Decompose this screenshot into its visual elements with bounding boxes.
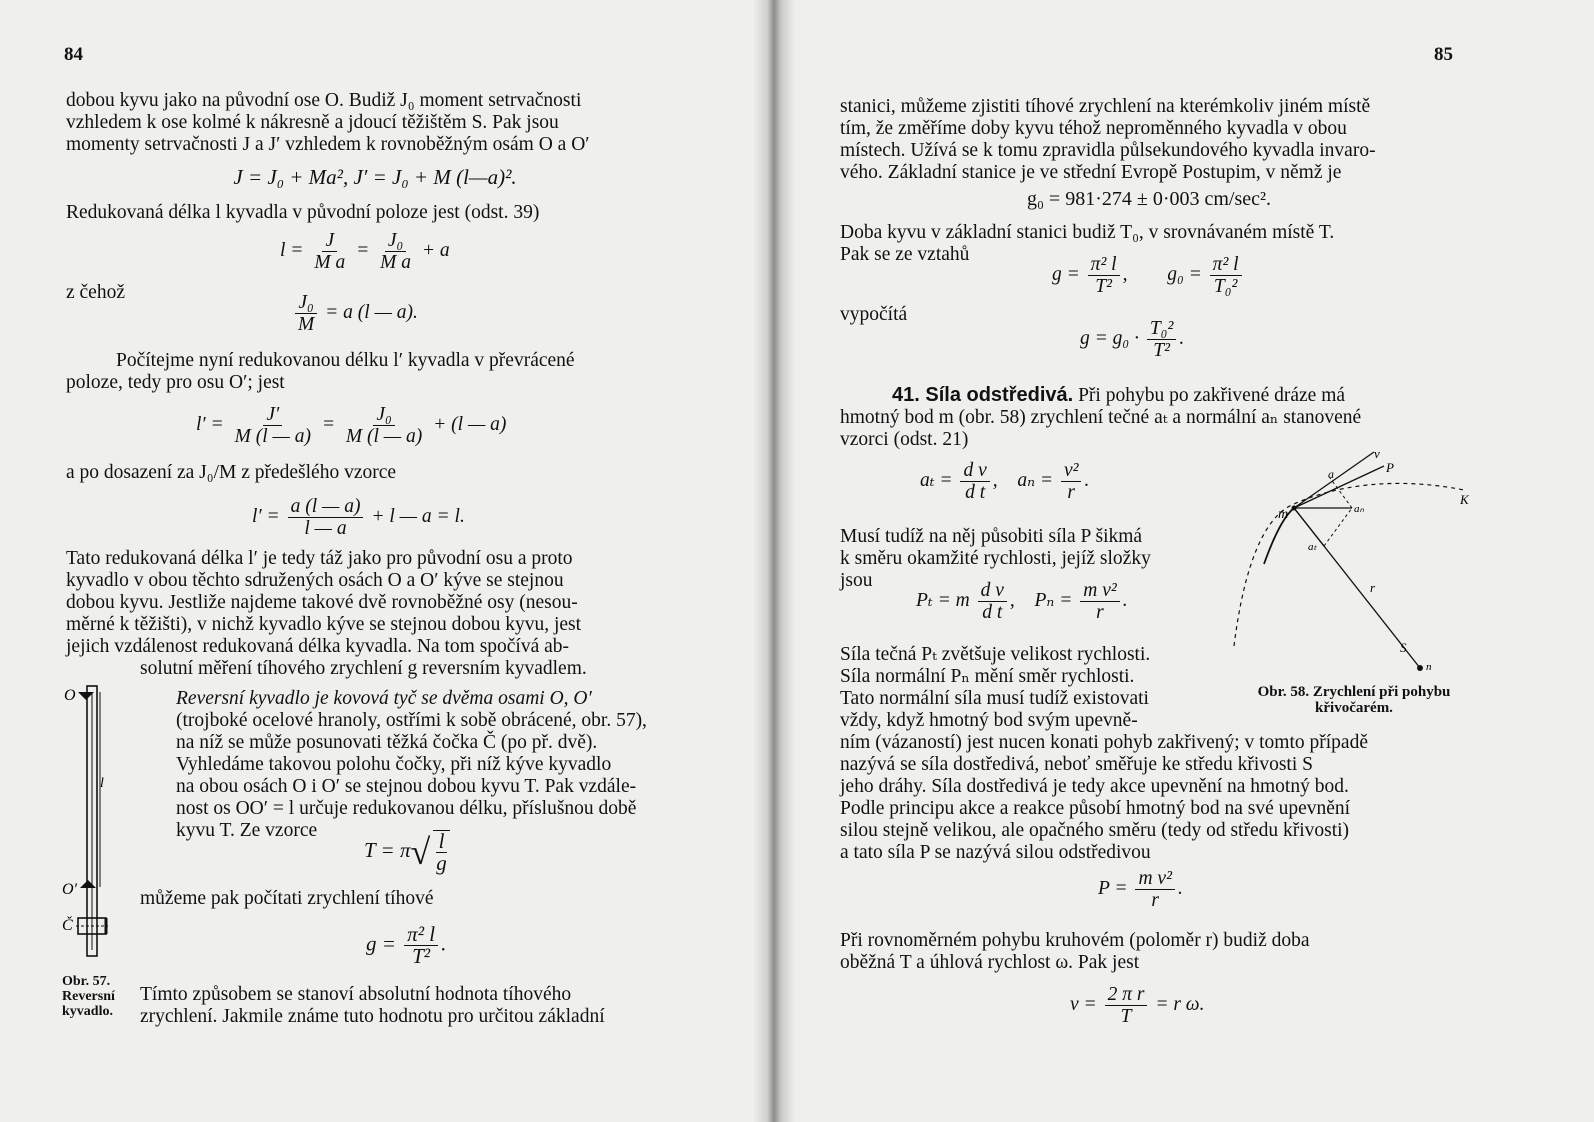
denominator: l — a [304,518,347,539]
eq-part: . [1179,327,1185,349]
equation [252,496,465,539]
eq-part: l′ = [196,413,224,435]
text-line: momenty setrvačnosti J a J′ vzhledem k rovnoběžným osám O a O′ [66,134,590,155]
eq-part: Pₜ = m [916,589,970,611]
fraction [343,404,425,447]
text-line: vzorci (odst. 21) [840,429,969,450]
paragraph [840,96,1458,184]
equation [364,830,453,874]
text-line: kyvu T. Ze vzorce [176,820,318,841]
caption-line: kyvadlo. [62,1004,113,1019]
paragraph [840,384,1458,451]
right-page [784,0,1594,1122]
equation [1098,868,1183,911]
text-line: ním (vázaností) jest nucen konati pohyb zakřivený; v tomto případě [840,732,1368,753]
equation [1052,254,1245,297]
eq-part: , [1009,589,1015,611]
text-line: jsou [840,570,873,591]
equation [1080,318,1184,361]
denominator: T [1120,1006,1132,1027]
label-s: S [1400,640,1407,655]
paragraph [66,548,684,680]
denominator: M a [314,252,346,273]
eq-part: aₙ = [1017,469,1054,491]
text-line: na níž se může posunovati těžká čočka Č (po př. dvě). [176,732,598,753]
text-span: Reversní kyvadlo je kovová tyč se dvěma osami O, O′ [176,688,592,709]
text-line: kyvadlo v obou těchto sdružených osách O a O′ kýve se stejnou [66,570,564,591]
fraction [1061,460,1082,503]
numerator: 2 π r [1105,984,1148,1006]
eq-part: + l — a = l. [371,505,465,527]
paragraph [140,984,684,1028]
text-line: na obou osách O i O′ se stejnou dobou kyvu T. Pak vzdále- [176,776,637,797]
numerator: J [322,230,337,252]
text-line [840,384,1458,407]
eq-part: = a (l — a). [325,301,418,323]
text-line: vždy, když hmotný bod svým upevně- [840,710,1138,731]
text-line: stanici, můžeme zjistiti tíhové zrychlení na kterémkoliv jiném místě [840,96,1371,117]
text-line: Vyhledáme takovou polohu čočky, při níž kýve kyvadlo [176,754,612,775]
equation [920,460,1089,503]
label-v: v [1374,446,1380,461]
denominator: M [298,314,315,335]
text-line: jejich vzdálenost redukovaná délka kyvadla. Na tom spočívá ab- [66,636,570,657]
text-line: poloze, tedy pro osu O′; jest [66,372,285,393]
text-line: k směru okamžité rychlosti, jejíž složky [840,548,1151,569]
eq-part: g₀ = [1167,263,1202,285]
eq-part: + a [421,239,450,261]
denominator: T² [1153,340,1170,361]
eq-part: T = π [364,837,411,862]
paragraph [66,350,684,394]
text-line: Tato normální síla musí tudíž existovati [840,688,1149,709]
text-line: dobou kyvu jako na původní ose O. Budiž J₀ moment setrvačnosti [66,90,582,111]
text-line: nazývá se síla dostředivá, neboť směřuje ke středu křivosti S [840,754,1313,775]
text-line: Při rovnoměrném pohybu kruhovém (poloměr r) budiž doba [840,930,1310,951]
eq-part: + (l — a) [433,413,507,435]
text-line: nost os OO′ = l určuje redukovanou délku, příslušnou době [176,798,637,819]
numerator: T₀² [1147,318,1176,340]
label-p: P [1386,460,1394,475]
equation: J = J₀ + Ma², J′ = J₀ + M (l—a)². [233,165,517,189]
text-line: vzhledem k ose kolmé k nákresně a jdoucí těžištěm S. Pak jsou [66,112,559,133]
denominator: r [1067,482,1075,503]
text-line: Tímto způsobem se stanoví absolutní hodnota tíhového [140,984,572,1005]
numerator: m v² [1080,580,1119,602]
text-line: oběžná T a úhlová rychlost ω. Pak jest [840,952,1140,973]
fraction [960,460,989,503]
numerator: a (l — a) [288,496,364,518]
eq-part: l = [280,239,304,261]
denominator: M a [380,252,411,273]
fraction [232,404,314,447]
numerator: l [436,831,448,853]
label-a: aₙ [1354,503,1364,515]
numerator: J′ [263,404,282,426]
numerator: J₀ [373,404,394,426]
text-line: Musí tudíž na něj působiti síla P šikmá [840,526,1143,547]
text-line: Počítejme nyní redukovanou délku l′ kyvadla v převrácené [116,350,575,371]
eq-part: v = [1070,993,1097,1015]
left-page [0,0,772,1122]
fraction [404,924,438,967]
fraction [1147,318,1176,361]
denominator: g [436,851,447,875]
text-line: hmotný bod m (obr. 58) zrychlení tečné aₜ a normální aₙ stanovené [840,407,1362,428]
fraction [1105,984,1148,1027]
label-n: n [1426,661,1432,673]
fraction [1080,580,1119,623]
eq-part: , [992,469,998,491]
denominator: M (l — a) [345,426,423,447]
page-number: 84 [64,44,83,65]
text-span: Při pohybu po zakřivené dráze má [1073,385,1346,406]
numerator: π² l [404,924,438,946]
fraction [311,230,348,273]
text-line: vypočítá [840,304,908,325]
fraction [377,230,414,273]
eq-part: Pₙ = [1034,589,1073,611]
denominator: r [1151,890,1159,911]
figure-caption [1234,684,1474,716]
text-line: Tato redukovaná délka l′ je tedy táž jako pro původní osu a proto [66,548,573,569]
text-line: Pak se ze vztahů [840,244,970,265]
text-line: Podle principu akce a reakce působí hmotný bod na své upevnění [840,798,1351,819]
fraction [1135,868,1174,911]
eq-part: g = [1052,263,1080,285]
denominator: T² [1095,276,1112,297]
text-line: Doba kyvu v základní stanici budiž T₀, v srovnávaném místě T. [840,222,1335,243]
paragraph [840,930,1458,974]
page-number: 85 [1434,44,1453,65]
equation [280,230,450,273]
paragraph [840,644,1204,732]
caption-line: křivočarém. [1315,700,1393,716]
numerator: v² [1061,460,1082,482]
text-line: Síla normální Pₙ mění směr rychlosti. [840,666,1135,687]
denominator: r [1096,602,1104,623]
fraction [978,580,1007,623]
label-k: K [1460,492,1469,507]
numerator: d v [960,460,989,482]
eq-part: . [1084,469,1090,491]
equation [196,404,506,447]
sqrt-sign: √ [410,832,431,872]
fraction [1088,254,1120,297]
eq-part: = [321,413,336,435]
eq-part: P = [1098,877,1128,899]
axis-label-o-prime: O′ [62,881,78,898]
section-title: 41. Síla odstředivá. [892,384,1074,406]
equation [916,580,1128,623]
numerator: π² l [1210,254,1242,276]
fraction [288,496,364,539]
eq-part: g = g₀ · [1080,327,1139,349]
numerator: d v [978,580,1007,602]
numerator: m v² [1135,868,1174,890]
text-line: místech. Užívá se k tomu zpravidla půlsekundového kyvadla invaro- [840,140,1376,161]
eq-part: = [356,239,370,261]
text-line: solutní měření tíhového zrychlení g reversním kyvadlem. [140,658,587,679]
text-line [176,688,684,710]
lens-label: Č [62,917,73,934]
fraction [433,830,450,874]
numerator: J₀ [295,292,316,314]
fraction [1210,254,1242,297]
text-line: dobou kyvu. Jestliže najdeme takové dvě rovnoběžné osy (nesou- [66,592,578,613]
label-an: aₜ [1308,541,1317,553]
eq-part: g = [366,931,396,956]
equation [292,292,418,335]
equation [366,924,446,967]
axis-label-o: O [64,687,76,704]
caption-line: Obr. 58. Zrychlení při pohybu [1257,684,1451,700]
label-m: m [1278,507,1289,522]
text-line: Redukovaná délka l kyvadla v původní poloze jest (odst. 39) [66,202,540,223]
eq-part: , [1122,263,1128,285]
caption-line: Reversní [62,989,115,1004]
label-at: a [1328,467,1334,481]
paragraph [66,90,684,156]
curvilinear-motion-figure [1224,446,1494,678]
text-line: tím, že změříme doby kyvu téhož neproměnného kyvadla v obou [840,118,1347,139]
label-r: r [1370,580,1376,595]
numerator: π² l [1088,254,1120,276]
eq-part: . [1122,589,1128,611]
text-line: měrné k těžišti), v nichž kyvadlo kýve se stejnou dobou kyvu, jest [66,614,582,635]
denominator: d t [965,482,986,503]
denominator: M (l — a) [234,426,311,447]
paragraph [840,732,1458,864]
eq-part: = r ω. [1155,993,1205,1015]
text-line: Síla tečná Pₜ zvětšuje velikost rychlosti. [840,644,1151,665]
equation [1070,984,1204,1027]
text-line: silou stejně velikou, ale opačného směru (tedy od středu křivosti) [840,820,1350,841]
fraction [295,292,317,335]
text-line: z čehož [66,282,125,303]
denominator: d t [982,602,1003,623]
reversible-pendulum-figure [62,682,132,972]
caption-line: Obr. 57. [62,974,111,989]
text-line: (trojboké ocelové hranoly, ostřími k sobě obrácené, obr. 57), [176,710,647,731]
denominator: T₀² [1213,276,1238,297]
text-line: můžeme pak počítati zrychlení tíhové [140,888,434,909]
text-line: jeho dráhy. Síla dostředivá je tedy akce upevnění na hmotný bod. [840,776,1349,797]
paragraph [176,688,684,842]
text-line: vého. Základní stanice je ve střední Evropě Postupim, v němž je [840,162,1342,183]
eq-part: l′ = [252,505,280,527]
numerator: J₀ [385,230,406,252]
text-line: a tato síla P se nazývá silou odstředivou [840,842,1151,863]
text-line: zrychlení. Jakmile známe tuto hodnotu pro určitou základní [140,1006,605,1027]
denominator: T² [412,944,431,968]
equation: g₀ = 981·274 ± 0·003 cm/sec². [1026,188,1272,210]
text-line: a po dosazení za J₀/M z předešlého vzorce [66,462,397,483]
eq-part: . [441,931,447,956]
eq-part: aₜ = [920,469,953,491]
eq-part: . [1177,877,1183,899]
length-label: l [100,776,104,791]
figure-caption [62,974,115,1019]
